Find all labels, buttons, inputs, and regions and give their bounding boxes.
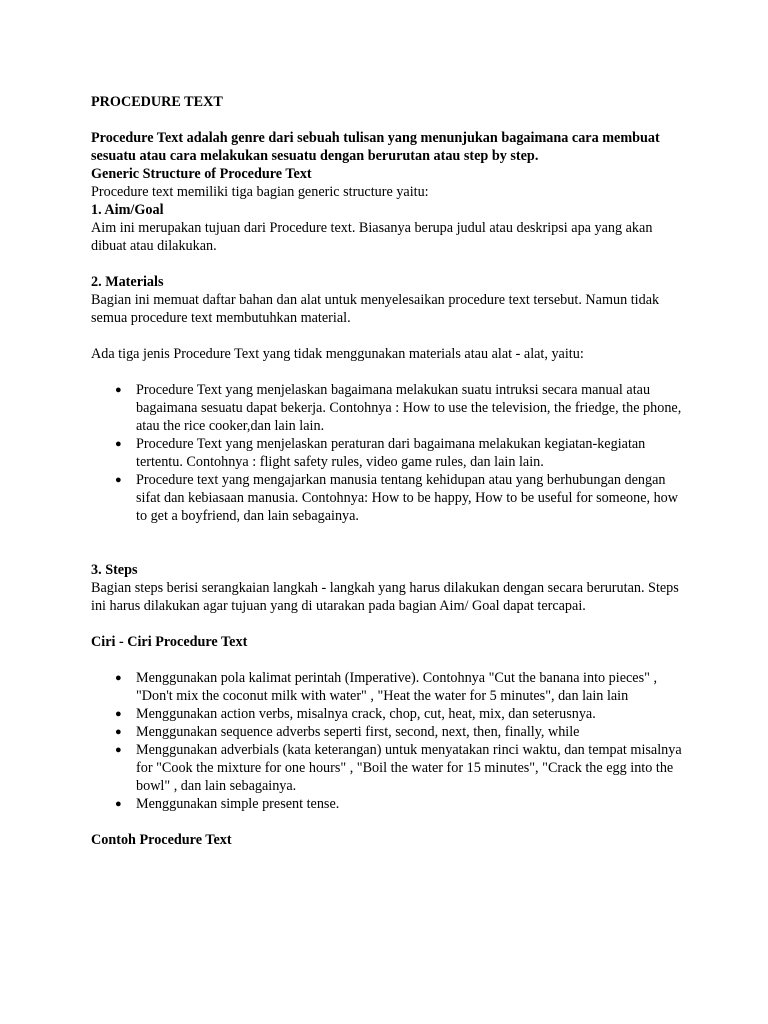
ciri-heading: Ciri - Ciri Procedure Text xyxy=(91,634,248,650)
bullet-icon: ● xyxy=(115,708,122,720)
list-item xyxy=(115,669,691,705)
aim-heading: 1. Aim/Goal xyxy=(91,202,164,218)
document-title: PROCEDURE TEXT xyxy=(91,94,223,110)
contoh-heading: Contoh Procedure Text xyxy=(91,832,232,848)
aim-body: Aim ini merupakan tujuan dari Procedure text. Biasanya berupa judul atau deskripsi apa yang akan dibuat atau dilakukan. xyxy=(91,220,653,254)
list-item xyxy=(115,795,691,813)
materials-heading: 2. Materials xyxy=(91,274,164,290)
materials-types-intro: Ada tiga jenis Procedure Text yang tidak menggunakan materials atau alat - alat, yaitu: xyxy=(91,346,584,362)
bullet-icon: ● xyxy=(115,672,122,684)
bullet-icon: ● xyxy=(115,744,122,756)
bullet-icon: ● xyxy=(115,798,122,810)
list-item xyxy=(115,723,691,741)
list-item xyxy=(115,741,691,795)
generic-structure-description: Procedure text memiliki tiga bagian generic structure yaitu: xyxy=(91,184,429,200)
materials-body: Bagian ini memuat daftar bahan dan alat untuk menyelesaikan procedure text tersebut. Namun tidak semua procedure text membutuhkan material. xyxy=(91,292,660,326)
list-item-text: Procedure Text yang menjelaskan bagaimana melakukan suatu intruksi secara manual atau bagaimana sesuatu dapat bekerja. Contohnya : How to use the television, the friedge, the phone, atau the rice cooker,dan lain lain. xyxy=(136,382,682,434)
list-item-text: Procedure text yang mengajarkan manusia tentang kehidupan atau yang berhubungan dengan sifat dan kebiasaan manusia. Contohnya: How to be happy, How to be useful for someone, how to get a boyfriend, dan lain sebagainya. xyxy=(136,472,679,524)
bullet-icon: ● xyxy=(115,474,122,486)
bullet-icon: ● xyxy=(115,438,122,450)
document-page xyxy=(91,93,691,849)
list-item-text: Menggunakan sequence adverbs seperti first, second, next, then, finally, while xyxy=(136,724,580,740)
definition-paragraph: Procedure Text adalah genre dari sebuah tulisan yang menunjukan bagaimana cara membuat sesuatu atau cara melakukan sesuatu dengan berurutan atau step by step. xyxy=(91,130,660,164)
generic-structure-heading: Generic Structure of Procedure Text xyxy=(91,166,312,182)
list-item-text: Menggunakan action verbs, misalnya crack, chop, cut, heat, mix, dan seterusnya. xyxy=(136,706,596,722)
list-item xyxy=(115,705,691,723)
list-item-text: Menggunakan simple present tense. xyxy=(136,796,340,812)
steps-body: Bagian steps berisi serangkaian langkah - langkah yang harus dilakukan dengan secara berurutan. Steps ini harus dilakukan agar tujuan yang di utarakan pada bagian Aim/ Goal dapat tercapai. xyxy=(91,580,679,614)
list-item-text: Menggunakan pola kalimat perintah (Imperative). Contohnya "Cut the banana into pieces" , "Don't mix the coconut milk with water" , "Heat the water for 5 minutes", dan lain lain xyxy=(136,670,657,704)
ciri-list xyxy=(91,669,691,813)
list-item xyxy=(115,435,691,471)
bullet-icon: ● xyxy=(115,726,122,738)
materials-types-list xyxy=(91,381,691,525)
list-item xyxy=(115,471,691,525)
list-item-text: Procedure Text yang menjelaskan peraturan dari bagaimana melakukan kegiatan-kegiatan tertentu. Contohnya : flight safety rules, video game rules, dan lain lain. xyxy=(136,436,646,470)
steps-heading: 3. Steps xyxy=(91,562,138,578)
bullet-icon: ● xyxy=(115,384,122,396)
list-item xyxy=(115,381,691,435)
list-item-text: Menggunakan adverbials (kata keterangan) untuk menyatakan rinci waktu, dan tempat misalnya for "Cook the mixture for one hours" , "Boil the water for 15 minutes", "Crack the egg into the bowl" , dan lain sebagainya. xyxy=(136,742,682,794)
